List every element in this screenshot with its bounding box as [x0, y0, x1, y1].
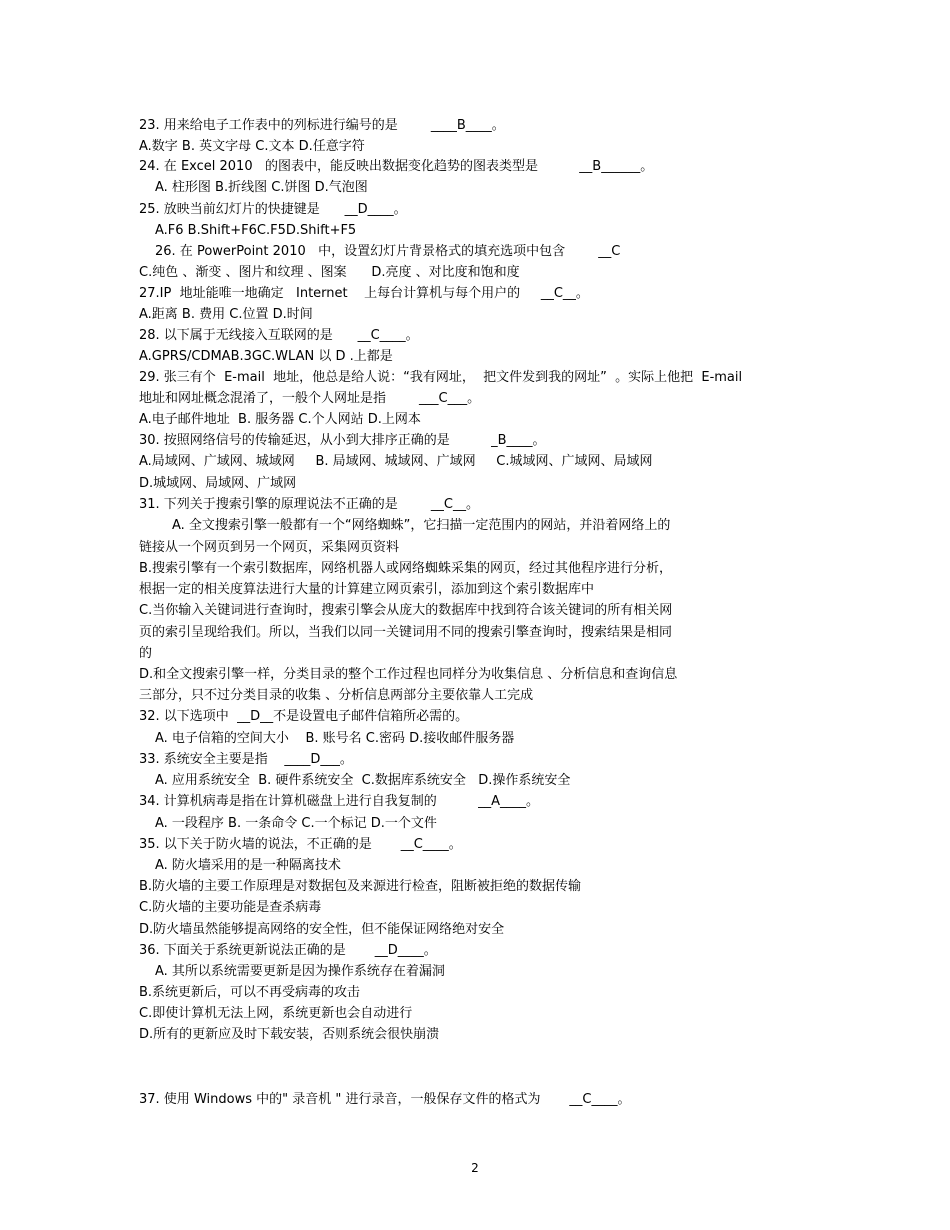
page-number: 2: [471, 1161, 479, 1175]
options-30-line1: A.局域网、广域网、城域网 B. 局域网、城域网、广域网 C.城域网、广域网、局域网: [139, 454, 653, 469]
option-31c-line3: 的: [139, 646, 153, 661]
question-23: 23. 用来给电子工作表中的列标进行编号的是 ____B____。: [139, 118, 505, 133]
question-37: 37. 使用 Windows 中的" 录音机 " 进行录音，一般保存文件的格式为 __C____。: [139, 1092, 631, 1107]
question-29-line2: 地址和网址概念混淆了，一般个人网址是指 ___C___。: [139, 391, 481, 406]
option-36c: C.即使计算机无法上网，系统更新也会自动进行: [139, 1006, 413, 1021]
options-25: A.F6 B.Shift+F6C.F5D.Shift+F5: [155, 223, 357, 238]
options-28: A.GPRS/CDMAB.3GC.WLAN 以 D .上都是: [139, 349, 393, 364]
question-36: 36. 下面关于系统更新说法正确的是 __D____。: [139, 943, 437, 958]
question-27: 27.IP 地址能唯一地确定 Internet 上每台计算机与每个用户的 __C__。: [139, 286, 589, 301]
question-30: 30. 按照网络信号的传输延迟，从小到大排序正确的是 _B____。: [139, 433, 546, 448]
question-34: 34. 计算机病毒是指在计算机磁盘上进行自我复制的 __A____。: [139, 794, 540, 809]
options-23: A.数字 B. 英文字母 C.文本 D.任意字符: [139, 139, 365, 154]
option-31a-line2: 链接从一个网页到另一个网页，采集网页资料: [139, 540, 400, 555]
option-35d: D.防火墙虽然能够提高网络的安全性，但不能保证网络绝对安全: [139, 922, 505, 937]
option-31b-line1: B.搜索引擎有一个索引数据库，网络机器人或网络蜘蛛采集的网页，经过其他程序进行分析，: [139, 561, 673, 576]
options-24: A. 柱形图 B.折线图 C.饼图 D.气泡图: [155, 180, 368, 195]
question-32: 32. 以下选项中 __D__不是设置电子邮件信箱所必需的。: [139, 709, 469, 724]
question-33: 33. 系统安全主要是指 ____D___。: [139, 752, 353, 767]
option-31a-line1: A. 全文搜索引擎一般都有一个“网络蜘蛛”，它扫描一定范围内的网站，并沿着网络上的: [172, 518, 671, 533]
option-35a: A. 防火墙采用的是一种隔离技术: [155, 858, 341, 873]
options-29: A.电子邮件地址 B. 服务器 C.个人网站 D.上网本: [139, 412, 421, 427]
options-27: A.距离 B. 费用 C.位置 D.时间: [139, 307, 313, 322]
question-35: 35. 以下关于防火墙的说法，不正确的是 __C____。: [139, 837, 462, 852]
question-26: 26. 在 PowerPoint 2010 中，设置幻灯片背景格式的填充选项中包含 __C: [155, 244, 621, 259]
options-32: A. 电子信箱的空间大小 B. 账号名 C.密码 D.接收邮件服务器: [155, 731, 515, 746]
options-34: A. 一段程序 B. 一条命令 C.一个标记 D.一个文件: [155, 816, 437, 831]
option-36d: D.所有的更新应及时下载安装，否则系统会很快崩溃: [139, 1027, 440, 1042]
question-29-line1: 29. 张三有个 E-mail 地址，他总是给人说：“我有网址， 把文件发到我的网址” 。实际上他把 E-mail: [139, 370, 743, 385]
option-35c: C.防火墙的主要功能是查杀病毒: [139, 900, 322, 915]
option-31b-line2: 根据一定的相关度算法进行大量的计算建立网页索引，添加到这个索引数据库中: [139, 582, 595, 597]
options-26: C.纯色 、渐变 、图片和纹理 、图案 D.亮度 、对比度和饱和度: [139, 265, 520, 280]
options-33: A. 应用系统安全 B. 硬件系统安全 C.数据库系统安全 D.操作系统安全: [155, 773, 571, 788]
option-31d-line2: 三部分，只不过分类目录的收集 、分析信息两部分主要依靠人工完成: [139, 688, 534, 703]
option-35b: B.防火墙的主要工作原理是对数据包及来源进行检查，阻断被拒绝的数据传输: [139, 879, 582, 894]
options-30-line2: D.城域网、局域网、广域网: [139, 476, 297, 491]
option-31c-line1: C.当你输入关键词进行查询时，搜索引擎会从庞大的数据库中找到符合该关键词的所有相关网: [139, 603, 673, 618]
question-24: 24. 在 Excel 2010 的图表中，能反映出数据变化趋势的图表类型是 __B______。: [139, 159, 654, 174]
option-36a: A. 其所以系统需要更新是因为操作系统存在着漏洞: [155, 964, 445, 979]
question-25: 25. 放映当前幻灯片的快捷键是 __D____。: [139, 202, 407, 217]
option-31d-line1: D.和全文搜索引擎一样，分类目录的整个工作过程也同样分为收集信息 、分析信息和查询信息: [139, 667, 678, 682]
option-36b: B.系统更新后，可以不再受病毒的攻击: [139, 985, 361, 1000]
question-28: 28. 以下属于无线接入互联网的是 __C____。: [139, 328, 419, 343]
question-31: 31. 下列关于搜索引擎的原理说法不正确的是 __C__。: [139, 497, 479, 512]
option-31c-line2: 页的索引呈现给我们。所以，当我们以同一关键词用不同的搜索引擎查询时，搜索结果是相同: [139, 625, 673, 640]
